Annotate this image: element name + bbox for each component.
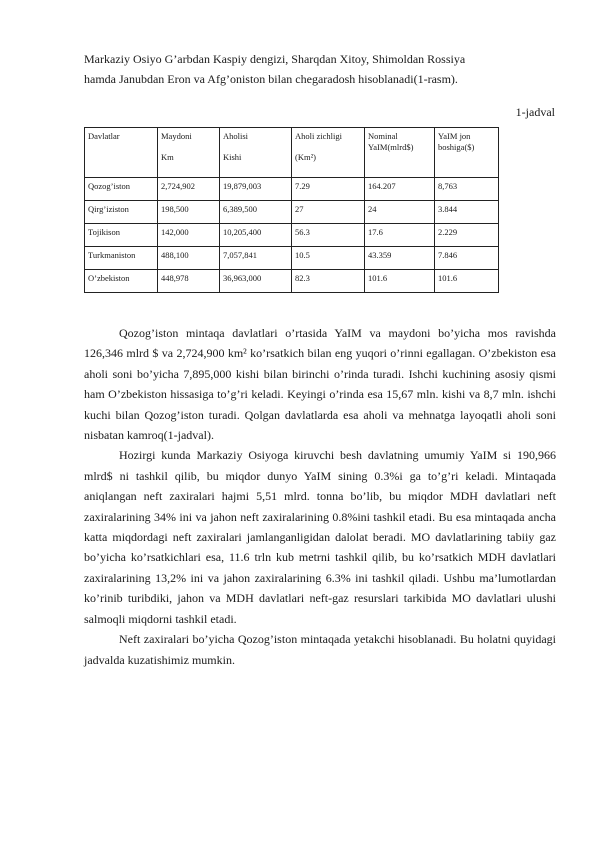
table-cell: 6,389,500 (220, 201, 292, 224)
header-cell-country: Davlatlar (85, 128, 158, 178)
table-cell: 19,879,003 (220, 178, 292, 201)
table-cell: Turkmaniston (85, 247, 158, 270)
table-cell: Tojikison (85, 224, 158, 247)
table-cell: 10.5 (292, 247, 365, 270)
table-cell: 142,000 (158, 224, 220, 247)
intro-line-1: Markaziy Osiyo G’arbdan Kaspiy dengizi, Sharqdan Xitoy, Shimoldan Rossiya (84, 52, 466, 66)
table-cell: 36,963,000 (220, 270, 292, 293)
table-cell: 164.207 (365, 178, 435, 201)
table-cell: 448,978 (158, 270, 220, 293)
header-cell-population: Aholisi Kishi (220, 128, 292, 178)
table-row (85, 178, 499, 201)
table-cell: 27 (292, 201, 365, 224)
table-cell: 2.229 (435, 224, 499, 247)
table-cell: O’zbekiston (85, 270, 158, 293)
table-cell: 3.844 (435, 201, 499, 224)
table-cell: 101.6 (365, 270, 435, 293)
header-cell-area: Maydoni Km (158, 128, 220, 178)
table-cell: 56.3 (292, 224, 365, 247)
table-header-row (85, 128, 499, 178)
intro-line-2: hamda Janubdan Eron va Afg’oniston bilan chegaradosh hisoblanadi(1-rasm). (84, 72, 458, 86)
table-row (85, 247, 499, 270)
table-cell: 43.359 (365, 247, 435, 270)
table-label: 1-jadval (515, 105, 555, 119)
table-cell: 17.6 (365, 224, 435, 247)
table-cell: 10,205,400 (220, 224, 292, 247)
table-cell: Qozog’iston (85, 178, 158, 201)
header-cell-density: Aholi zichligi (Km²) (292, 128, 365, 178)
intro-text (84, 49, 556, 89)
paragraph-gdp-area: Qozog’iston mintaqa davlatlari o’rtasida YaIM va maydoni bo’yicha mos ravishda 126,346 mlrd $ va 2,724,900 km² ko’rsatkich bilan eng yuqori o’rinni egallagan. O’zbekiston esa aholi soni bo’yicha 7,895,000 kishi bilan birinchi o’rinda turadi. Ishchi kuchining asosiy qismi ham O’zbekiston hissasiga to’g’ri keladi. Keyingi o’rinda esa 15,67 mln. kishi va 8,7 mln. ishchi kuchi bilan Qozog’iston turadi. Qolgan davlatlarda esa aholi va mehnatga layoqatli aholi soni nisbatan kamroq(1-jadval). (84, 326, 556, 443)
table-cell: 488,100 (158, 247, 220, 270)
header-cell-gdp: Nominal YaIM(mlrd$) (365, 128, 435, 178)
table-cell: 8,763 (435, 178, 499, 201)
paragraph-resources: Hozirgi kunda Markaziy Osiyoga kiruvchi besh davlatning umumiy YaIM si 190,966 mlrd$ ni tashkil qilib, bu miqdor dunyo YaIM sining 0.3%i ga to’g’ri keladi. Mintaqada aniqlangan neft zaxiralari hajmi 5,51 mlrd. tonna bo’lib, bu miqdor MDH davlatlari neft zaxiralarining 34% ini va jahon neft zaxiralarining 0.8%ini tashkil etadi. Bu esa mintaqada ancha katta miqdordagi neft zaxiralari jamlanganligidan dalolat beradi. MO davlatlarining tabiiy gaz bo’yicha ko’rsatkichlari esa, 11.6 trln kub metrni tashkil qilib, bu ko’rsatkich MDH davlatlari zaxiralarining 13,2% ini va jahon zaxiralarining 6.3% ini tashkil qiladi. Ushbu ma’lumotlardan ko’rinib turibdiki, jahon va MDH davlatlari neft-gaz resurslari tarkibida MO davlatlari ulushi salmoqli miqdorni tashkil etadi. (84, 448, 556, 626)
table-cell: 7.846 (435, 247, 499, 270)
countries-table (84, 127, 499, 293)
table-cell: 7,057,841 (220, 247, 292, 270)
table-row (85, 224, 499, 247)
table-cell: Qirg’iziston (85, 201, 158, 224)
table-cell: 2,724,902 (158, 178, 220, 201)
body-text (84, 323, 556, 670)
table-cell: 101.6 (435, 270, 499, 293)
table-row (85, 270, 499, 293)
table-cell: 24 (365, 201, 435, 224)
table-cell: 82.3 (292, 270, 365, 293)
table-row (85, 201, 499, 224)
paragraph-oil-leader: Neft zaxiralari bo’yicha Qozog’iston mintaqada yetakchi hisoblanadi. Bu holatni quyidagi jadvalda kuzatishimiz mumkin. (84, 632, 556, 667)
table-cell: 198,500 (158, 201, 220, 224)
table-cell: 7.29 (292, 178, 365, 201)
header-cell-gdp-per-capita: YaIM jon boshiga($) (435, 128, 499, 178)
